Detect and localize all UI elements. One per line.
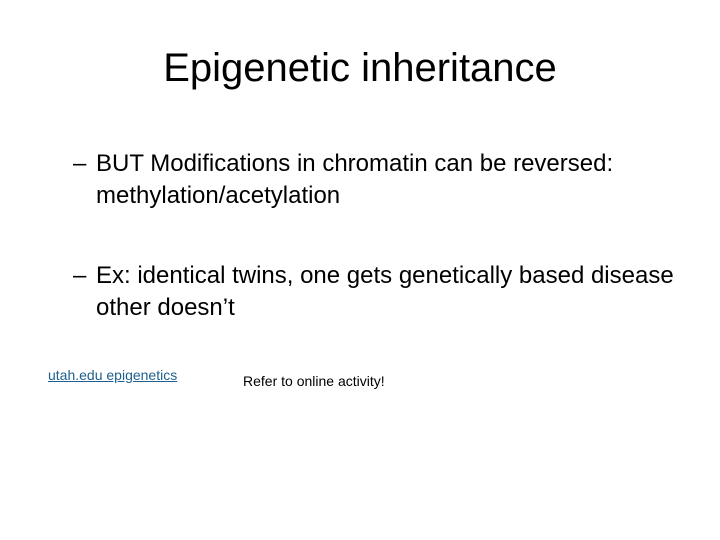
bullet-item bbox=[73, 148, 716, 212]
bullet-dash: – bbox=[73, 262, 87, 289]
bullet-text: BUT Modifications in chromatin can be reversed: methylation/acetylation bbox=[96, 150, 614, 209]
bullet-item bbox=[73, 260, 716, 324]
bullet-text: Ex: identical twins, one gets genetically based disease other doesn’t bbox=[96, 262, 674, 321]
slide-title: Epigenetic inheritance bbox=[163, 46, 557, 90]
activity-note: Refer to online activity! bbox=[243, 373, 385, 389]
epigenetics-link[interactable]: utah.edu epigenetics bbox=[48, 367, 178, 383]
bullet-dash: – bbox=[73, 150, 87, 177]
